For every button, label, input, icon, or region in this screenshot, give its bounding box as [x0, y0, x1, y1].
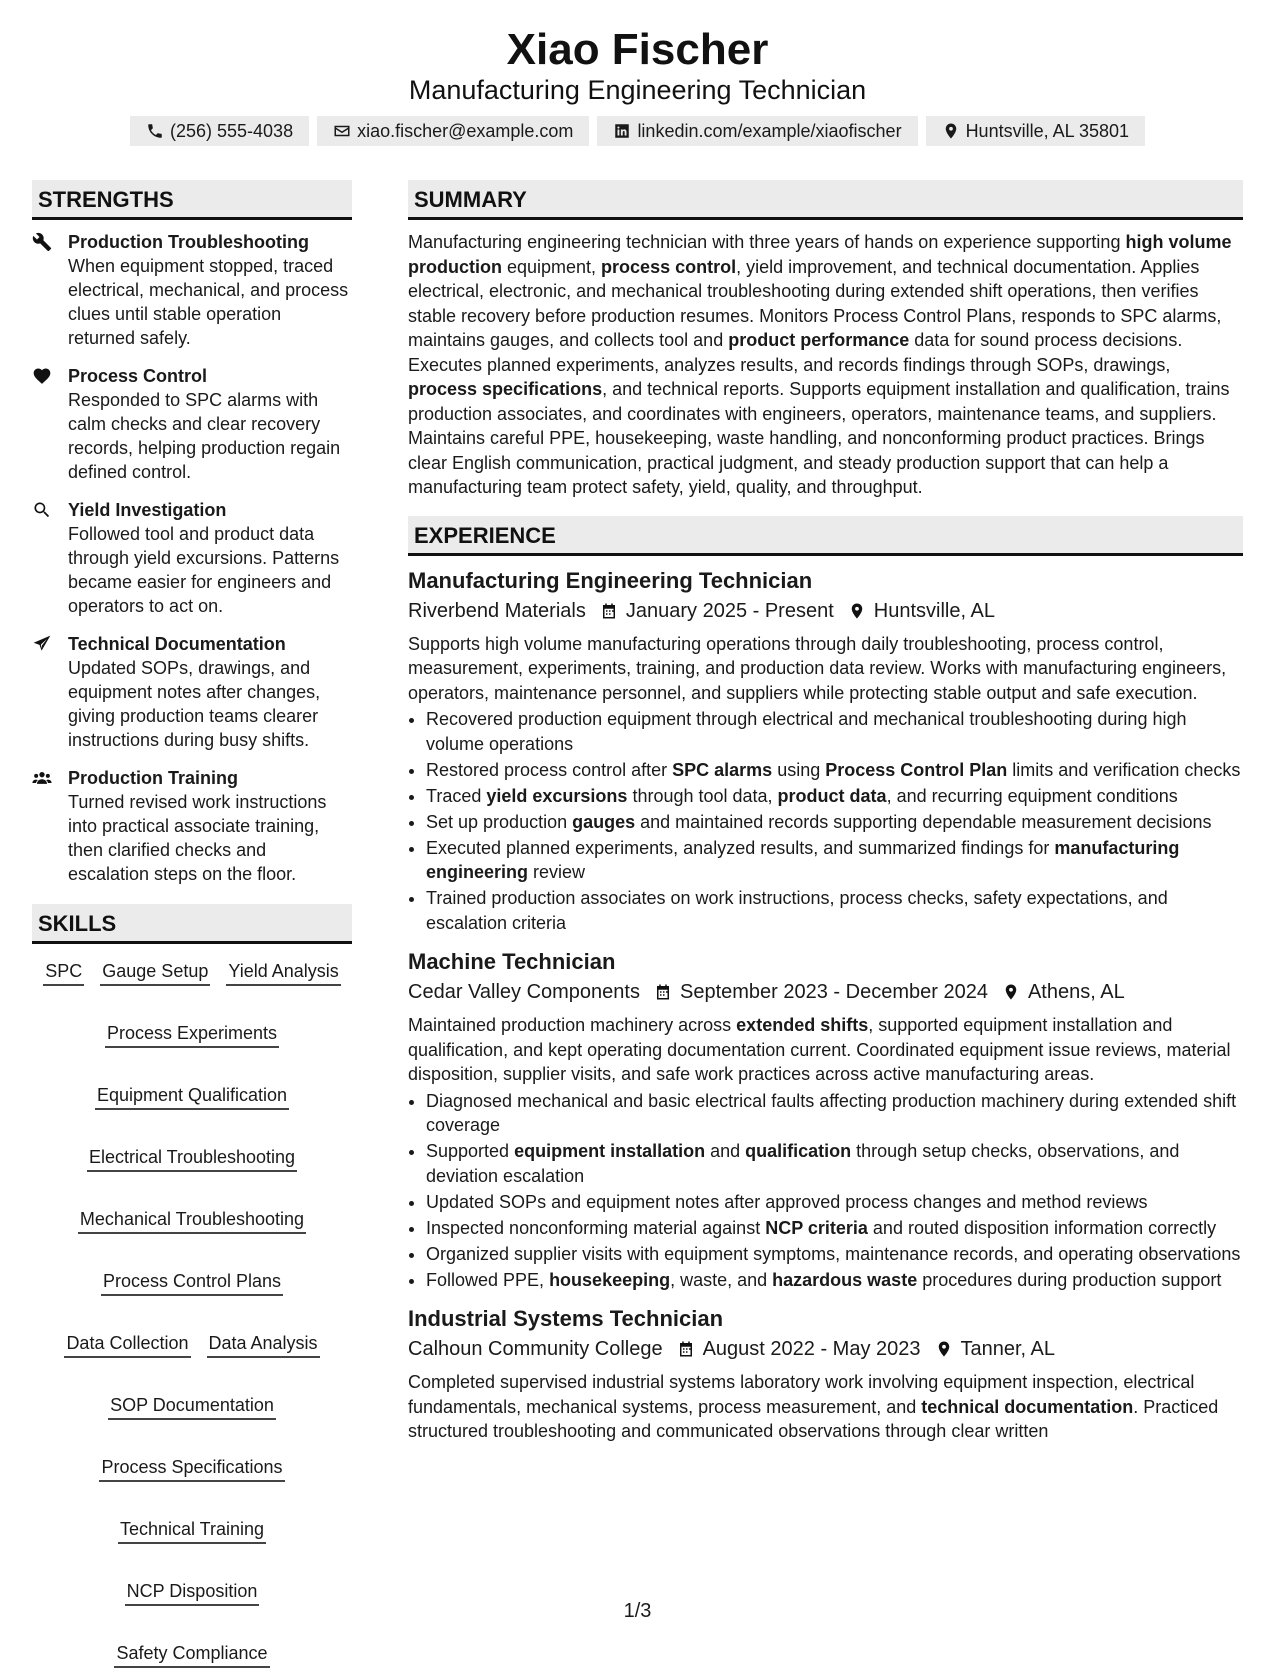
heart-icon: [32, 366, 52, 386]
bold-text: hazardous waste: [772, 1269, 918, 1290]
text-segment: , supported equipment installation and qualification, and kept operating documentation current. Coordinated equipment issue reviews, material disposition, supplier visits, and safe work practices across active manufacturing areas.: [408, 1015, 1231, 1084]
contact-phone[interactable]: [130, 116, 309, 146]
bold-text: technical documentation: [921, 1396, 1134, 1417]
job-entry: [408, 947, 1243, 1292]
location-pin-icon: [1002, 983, 1020, 1001]
contact-linkedin[interactable]: [597, 116, 917, 146]
skills-heading: SKILLS: [32, 904, 352, 944]
contact-bar: [0, 116, 1275, 146]
contact-phone-text: (256) 555-4038: [169, 121, 294, 141]
job-title: Machine Technician: [408, 949, 616, 974]
text-segment: Diagnosed mechanical and basic electrical faults affecting production machinery during extended shift coverage: [426, 1090, 1237, 1135]
bullet-item: [426, 810, 1243, 835]
text-segment: Restored process control after: [426, 759, 673, 780]
skill-tag: Mechanical Troubleshooting: [78, 1206, 306, 1234]
users-icon: [32, 768, 52, 788]
text-segment: Inspected nonconforming material against: [426, 1217, 766, 1238]
text-segment: review: [528, 862, 586, 882]
text-segment: Supports high volume manufacturing operations through daily troubleshooting, process control, measurement, experiments, training, and production data review. Works with manufacturing engineers, operators, maintenance personnel, and suppliers while protecting stable output and safe execution.: [408, 633, 1227, 703]
text-segment: , and recurring equipment conditions: [886, 785, 1178, 806]
skill-tag: Gauge Setup: [100, 958, 210, 986]
location-pin-icon: [935, 1340, 953, 1358]
company-name: Riverbend Materials: [408, 599, 586, 622]
bold-text: manufacturing engineering: [426, 837, 1180, 882]
bold-text: process control: [601, 256, 737, 277]
job-description: [408, 1013, 1243, 1087]
job-description: [408, 1370, 1243, 1444]
text-segment: Traced: [426, 785, 487, 806]
strength-desc: Turned revised work instructions into practical associate training, then clarified checks and escalation steps on the floor.: [68, 792, 327, 884]
strength-desc: Responded to SPC alarms with calm checks and clear recovery records, helping production regain defined control.: [68, 390, 341, 482]
strength-item: [32, 766, 352, 886]
text-segment: Supported: [426, 1141, 515, 1161]
text-segment: , and technical reports. Supports equipment installation and qualification, trains production associates, and coordinates with engineers, operators, maintenance teams, and suppliers. Maintains careful PPE, housekeeping, waste handling, and nonconforming product practices. Brings clear English communication, practical judgment, and steady production support that can help a manufacturing team protect safety, yield, quality, and throughput.: [408, 379, 1230, 497]
experience-heading: EXPERIENCE: [408, 516, 1243, 556]
bullet-item: [426, 1268, 1243, 1293]
phone-icon: [146, 122, 164, 140]
text-segment: through setup checks, observations, and deviation escalation: [426, 1141, 1180, 1186]
bullet-item: [426, 1242, 1243, 1267]
calendar-icon: [654, 983, 672, 1001]
bold-text: extended shifts: [736, 1015, 869, 1035]
contact-linkedin-text: linkedin.com/example/xiaofischer: [637, 121, 902, 141]
experience-list: [408, 566, 1243, 1444]
location-pin-icon: [848, 602, 866, 620]
resume-body: [32, 180, 1243, 1668]
bullet-item: [426, 1216, 1243, 1241]
text-segment: , waste, and: [670, 1269, 773, 1290]
text-segment: Trained production associates on work instructions, process checks, safety expectations, and escalation criteria: [426, 888, 1168, 933]
bold-text: NCP criteria: [765, 1217, 868, 1238]
strengths-list: [32, 230, 352, 886]
text-segment: using: [772, 759, 826, 780]
wrench-icon: [32, 232, 52, 252]
job-entry: [408, 1304, 1243, 1444]
strength-item: [32, 632, 352, 752]
strength-title: Production Training: [68, 768, 238, 788]
bold-text: Process Control Plan: [825, 759, 1008, 780]
right-column: [408, 180, 1243, 1668]
job-bullets: [408, 1089, 1243, 1293]
left-column: [32, 180, 352, 1668]
text-segment: . Practiced structured troubleshooting and communicated observations through clear written: [408, 1396, 1219, 1441]
skill-tag: SPC: [43, 958, 84, 986]
job-title: Industrial Systems Technician: [408, 1306, 724, 1331]
job-entry: [408, 566, 1243, 936]
text-segment: Set up production: [426, 811, 573, 832]
strength-item: [32, 230, 352, 350]
bullet-item: [426, 886, 1243, 935]
bold-text: qualification: [745, 1141, 852, 1161]
contact-email[interactable]: [317, 116, 589, 146]
strength-title: Process Control: [68, 366, 208, 386]
bullet-item: [426, 836, 1243, 885]
strength-desc: Followed tool and product data through yield excursions. Patterns became easier for engineers and operators to act on.: [68, 524, 340, 616]
job-meta: [408, 1334, 1243, 1364]
bullet-item: [426, 758, 1243, 783]
text-segment: Executed planned experiments, analyzed results, and summarized findings for: [426, 837, 1055, 858]
bullet-item: [426, 784, 1243, 809]
location-pin-icon: [942, 122, 960, 140]
resume-header: [0, 0, 1275, 146]
summary-heading: SUMMARY: [408, 180, 1243, 220]
page-number: 1/3: [623, 1600, 652, 1622]
bold-text: equipment installation: [514, 1141, 706, 1161]
skill-tag: SOP Documentation: [108, 1392, 276, 1420]
job-meta: [408, 596, 1243, 626]
bold-text: housekeeping: [549, 1269, 671, 1290]
strength-title: Yield Investigation: [68, 500, 227, 520]
text-segment: procedures during production support: [917, 1269, 1222, 1290]
candidate-name: Xiao Fischer: [506, 25, 769, 74]
skill-tag: Safety Compliance: [114, 1640, 269, 1668]
calendar-icon: [600, 602, 618, 620]
text-segment: and routed disposition information correctly: [867, 1217, 1217, 1238]
bold-text: SPC alarms: [672, 759, 773, 780]
skill-tag: Data Collection: [64, 1330, 190, 1358]
paper-plane-icon: [32, 634, 52, 654]
skill-tag: Process Specifications: [99, 1454, 284, 1482]
summary-text: [408, 230, 1243, 500]
text-segment: Organized supplier visits with equipment symptoms, maintenance records, and operating observations: [426, 1243, 1241, 1264]
text-segment: limits and verification checks: [1007, 759, 1241, 780]
strength-title: Technical Documentation: [68, 634, 286, 654]
contact-location: [926, 116, 1145, 146]
text-segment: Completed supervised industrial systems laboratory work involving equipment inspection, electrical fundamentals, mechanical systems, process measurement, and: [408, 1372, 1195, 1417]
text-segment: and: [705, 1141, 746, 1161]
job-location: Huntsville, AL: [873, 599, 995, 622]
job-location: Tanner, AL: [960, 1338, 1056, 1360]
text-segment: Recovered production equipment through electrical and mechanical troubleshooting during high volume operations: [426, 709, 1187, 754]
calendar-icon: [677, 1340, 695, 1358]
strength-desc: Updated SOPs, drawings, and equipment notes after changes, giving production teams clearer instructions during busy shifts.: [68, 658, 321, 750]
job-location: Athens, AL: [1027, 981, 1125, 1003]
bullet-item: [426, 707, 1243, 756]
bold-text: product performance: [728, 330, 910, 350]
job-bullets: [408, 707, 1243, 935]
bold-text: process specifications: [408, 379, 603, 399]
skill-tag: Technical Training: [118, 1516, 266, 1544]
skill-tag: NCP Disposition: [125, 1578, 260, 1606]
text-segment: Updated SOPs and equipment notes after approved process changes and method reviews: [426, 1191, 1148, 1212]
contact-location-text: Huntsville, AL 35801: [965, 121, 1130, 141]
text-segment: Followed PPE,: [426, 1269, 550, 1290]
bullet-item: [426, 1089, 1243, 1138]
job-dates: September 2023 - December 2024: [679, 981, 988, 1003]
bold-text: yield excursions: [486, 785, 628, 806]
bold-text: gauges: [572, 811, 636, 832]
text-segment: , yield improvement, and technical documentation. Applies electrical, electronic, and mechanical troubleshooting during extended shift operations, then verifies stable recovery before production resumes. Monitors Process Control Plans, responds to SPC alarms, maintains gauges, and collects tool and: [408, 256, 1222, 350]
skill-tag: Yield Analysis: [226, 958, 340, 986]
skill-tag: Data Analysis: [207, 1330, 320, 1358]
company-name: Calhoun Community College: [408, 1338, 663, 1360]
search-icon: [32, 500, 52, 520]
company-name: Cedar Valley Components: [408, 981, 640, 1003]
bullet-item: [426, 1190, 1243, 1215]
envelope-icon: [333, 122, 351, 140]
strength-desc: When equipment stopped, traced electrical, mechanical, and process clues until stable operation returned safely.: [68, 256, 349, 348]
skill-tag: Process Control Plans: [101, 1268, 283, 1296]
linkedin-icon: [613, 122, 631, 140]
job-dates: January 2025 - Present: [625, 599, 834, 622]
job-description: [408, 632, 1243, 706]
strength-title: Production Troubleshooting: [68, 232, 309, 252]
bullet-item: [426, 1139, 1243, 1188]
skill-tag: Electrical Troubleshooting: [87, 1144, 297, 1172]
skill-tag: Process Experiments: [105, 1020, 279, 1048]
text-segment: data for sound process decisions. Executes planned experiments, analyzes results, and records findings through SOPs, drawings,: [408, 330, 1183, 375]
strength-item: [32, 498, 352, 618]
bold-text: high volume production: [408, 232, 1232, 277]
strength-item: [32, 364, 352, 484]
job-dates: August 2022 - May 2023: [702, 1338, 921, 1360]
job-title: Manufacturing Engineering Technician: [408, 567, 813, 593]
strengths-heading: STRENGTHS: [32, 180, 352, 220]
skill-tag: Equipment Qualification: [95, 1082, 289, 1110]
text-segment: and maintained records supporting dependable measurement decisions: [635, 811, 1212, 832]
text-segment: Maintained production machinery across: [408, 1015, 737, 1035]
skills-list: [32, 944, 352, 1668]
job-meta: [408, 977, 1243, 1007]
text-segment: through tool data,: [627, 785, 778, 806]
bold-text: product data: [777, 785, 887, 806]
contact-email-text: xiao.fischer@example.com: [357, 121, 574, 141]
text-segment: Manufacturing engineering technician with three years of hands on experience supporting: [408, 232, 1126, 252]
text-segment: equipment,: [501, 256, 602, 277]
candidate-title: Manufacturing Engineering Technician: [408, 75, 867, 105]
